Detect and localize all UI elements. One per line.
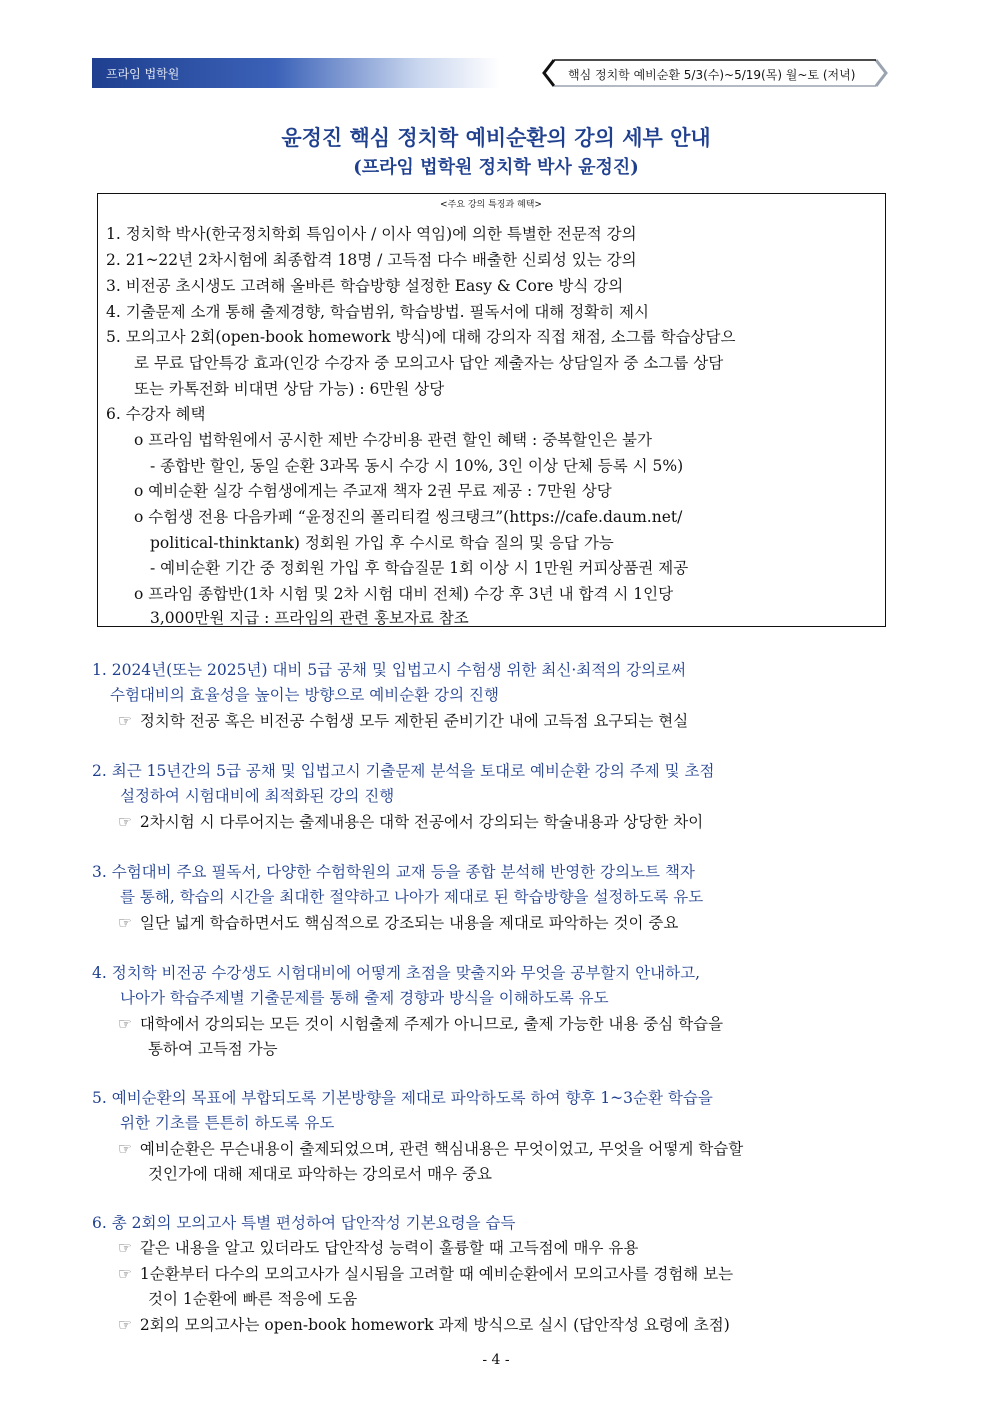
feature-line: o 수험생 전용 다음카페 “윤정진의 폴리티컬 씽크탱크”(https://cafe.daum.net/ — [134, 508, 683, 526]
header-right-label: 핵심 정치학 예비순환 5/3(수)~5/19(목) 월~토 (저녁) — [568, 68, 856, 82]
note-line: ☞ 2회의 모의고사는 open-book homework 과제 방식으로 실시 (답안작성 요령에 초점) — [118, 1316, 730, 1334]
note-line-cont: 통하여 고득점 가능 — [148, 1040, 278, 1058]
feature-line: 2. 21~22년 2차시험에 최종합격 18명 / 고득점 다수 배출한 신뢰성 있는 강의 — [106, 251, 637, 269]
note-line: ☞ 같은 내용을 알고 있더라도 답안작성 능력이 훌륭할 때 고득점에 매우 유용 — [118, 1239, 639, 1257]
section-line: 를 통해, 학습의 시간을 최대한 절약하고 나아가 제대로 된 학습방향을 설정하도록 유도 — [120, 888, 704, 906]
header-right-banner — [540, 58, 890, 88]
section-line: 6. 총 2회의 모의고사 특별 편성하여 답안작성 기본요령을 습득 — [92, 1214, 516, 1232]
pointing-hand-icon: ☞ — [118, 1140, 132, 1158]
feature-line: 5. 모의고사 2회(open-book homework 방식)에 대해 강의자 직접 채점, 소그룹 학습상담으 — [106, 328, 736, 346]
pointing-hand-icon: ☞ — [118, 1265, 132, 1283]
section-line: 수험대비의 효율성을 높이는 방향으로 예비순환 강의 진행 — [110, 686, 499, 704]
note-line: ☞ 1순환부터 다수의 모의고사가 실시됨을 고려할 때 예비순환에서 모의고사를 경험해 보는 — [118, 1265, 734, 1283]
page-number: - 4 - — [482, 1352, 510, 1368]
feature-line: 4. 기출문제 소개 통해 출제경향, 학습범위, 학습방법. 필독서에 대해 정확히 제시 — [106, 303, 650, 321]
section-line: 위한 기초를 튼튼히 하도록 유도 — [120, 1114, 335, 1132]
feature-line: o 예비순환 실강 수험생에게는 주교재 책자 2권 무료 제공 : 7만원 상당 — [134, 482, 612, 500]
header-left-label: 프라임 법학원 — [106, 67, 180, 81]
header-left-banner — [92, 58, 500, 88]
feature-line: political-thinktank) 정회원 가입 후 수시로 학습 질의 및 응답 가능 — [150, 534, 614, 552]
feature-line: - 종합반 할인, 동일 순환 3과목 동시 수강 시 10%, 3인 이상 단체 등록 시 5%) — [150, 457, 684, 475]
page-subtitle: (프라임 법학원 정치학 박사 윤정진) — [353, 157, 639, 178]
pointing-hand-icon: ☞ — [118, 1316, 132, 1334]
note-line: ☞ 2차시험 시 다루어지는 출제내용은 대학 전공에서 강의되는 학술내용과 상당한 차이 — [118, 813, 704, 831]
pointing-hand-icon: ☞ — [118, 813, 132, 831]
feature-line: 3,000만원 지급 : 프라임의 관련 홍보자료 참조 — [150, 609, 469, 627]
note-line: ☞ 대학에서 강의되는 모든 것이 시험출제 주제가 아니므로, 출제 가능한 내용 중심 학습을 — [118, 1015, 724, 1033]
section-line: 5. 예비순환의 목표에 부합되도록 기본방향을 제대로 파악하도록 하여 향후 1~3순환 학습을 — [92, 1089, 713, 1107]
feature-line: 6. 수강자 혜택 — [106, 405, 206, 423]
feature-line: 또는 카톡전화 비대면 상담 가능) : 6만원 상당 — [134, 380, 445, 398]
feature-line: 1. 정치학 박사(한국정치학회 특임이사 / 이사 역임)에 의한 특별한 전문적 강의 — [106, 225, 637, 243]
feature-box-heading: <주요 강의 특징과 혜택> — [440, 200, 542, 210]
feature-line: 로 무료 답안특강 효과(인강 수강자 중 모의고사 답안 제출자는 상담일자 중 소그룹 상담 — [134, 354, 724, 372]
pointing-hand-icon: ☞ — [118, 1239, 132, 1257]
note-line: ☞ 예비순환은 무슨내용이 출제되었으며, 관련 핵심내용은 무엇이었고, 무엇을 어떻게 학습할 — [118, 1140, 744, 1158]
feature-box — [97, 193, 886, 627]
page-title: 윤정진 핵심 정치학 예비순환의 강의 세부 안내 — [281, 125, 711, 150]
note-line: ☞ 정치학 전공 혹은 비전공 수험생 모두 제한된 준비기간 내에 고득점 요구되는 현실 — [118, 712, 689, 730]
section-line: 1. 2024년(또는 2025년) 대비 5급 공채 및 입법고시 수험생 위한 최신·최적의 강의로써 — [92, 661, 687, 679]
feature-line: 3. 비전공 초시생도 고려해 올바른 학습방향 설정한 Easy & Core 방식 강의 — [106, 277, 624, 295]
pointing-hand-icon: ☞ — [118, 1015, 132, 1033]
pointing-hand-icon: ☞ — [118, 712, 132, 730]
feature-line: o 프라임 법학원에서 공시한 제반 수강비용 관련 할인 혜택 : 중복할인은 불가 — [134, 431, 652, 449]
note-line-cont: 것이 1순환에 빠른 적응에 도움 — [148, 1290, 358, 1308]
feature-line: - 예비순환 기간 중 정회원 가입 후 학습질문 1회 이상 시 1만원 커피상품권 제공 — [150, 559, 689, 577]
note-line-cont: 것인가에 대해 제대로 파악하는 강의로서 매우 중요 — [148, 1165, 492, 1183]
section-line: 설정하여 시험대비에 최적화된 강의 진행 — [120, 787, 395, 805]
section-line: 나아가 학습주제별 기출문제를 통해 출제 경향과 방식을 이해하도록 유도 — [120, 989, 609, 1007]
section-line: 4. 정치학 비전공 수강생도 시험대비에 어떻게 초점을 맞출지와 무엇을 공부할지 안내하고, — [92, 964, 701, 982]
note-line: ☞ 일단 넓게 학습하면서도 핵심적으로 강조되는 내용을 제대로 파악하는 것이 중요 — [118, 914, 679, 932]
pointing-hand-icon: ☞ — [118, 914, 132, 932]
feature-line: o 프라임 종합반(1차 시험 및 2차 시험 대비 전체) 수강 후 3년 내 합격 시 1인당 — [134, 585, 674, 603]
section-line: 2. 최근 15년간의 5급 공채 및 입법고시 기출문제 분석을 토대로 예비순환 강의 주제 및 초점 — [92, 762, 715, 780]
section-line: 3. 수험대비 주요 필독서, 다양한 수험학원의 교재 등을 종합 분석해 반영한 강의노트 책자 — [92, 863, 695, 881]
